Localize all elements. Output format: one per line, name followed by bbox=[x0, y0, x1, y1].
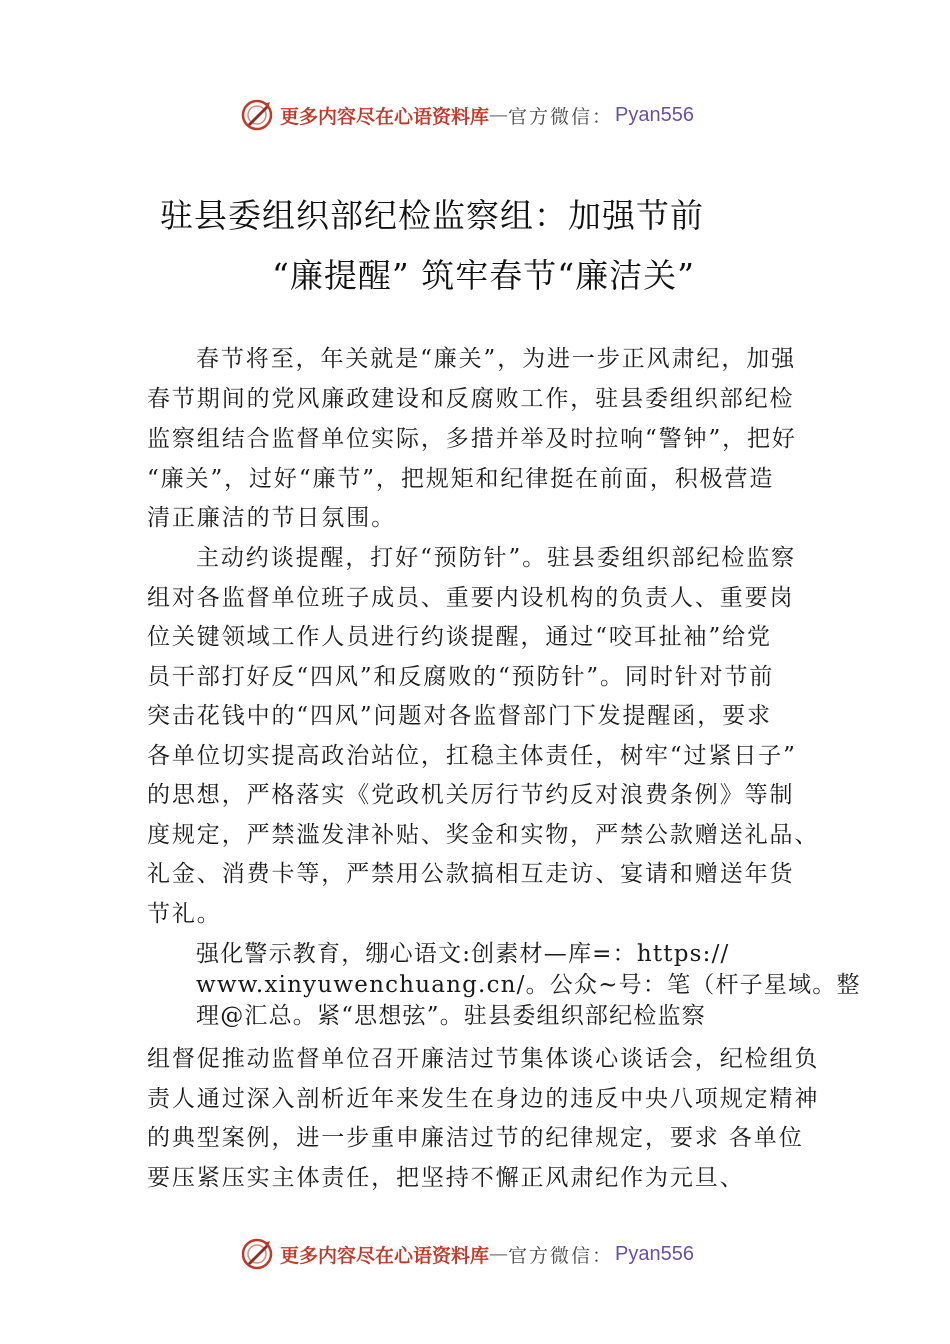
body-line: 突击花钱中的“四风”问题对各监督部门下发提醒函，要求 bbox=[147, 703, 772, 729]
body-line: 各单位切实提高政治站位，扛稳主体责任，树牢“过紧日子” bbox=[147, 743, 797, 769]
banner-separator: — bbox=[489, 1243, 509, 1265]
body-line: 要压紧压实主体责任，把坚持不懈正风肃纪作为元旦、 bbox=[147, 1165, 745, 1191]
body-line: 春节将至，年关就是“廉关”，为进一步正风肃纪，加强 bbox=[196, 346, 797, 372]
body-line: 主动约谈提醒，打好“预防针”。驻县委组织部纪检监察 bbox=[196, 545, 797, 571]
body-line: 节礼。 bbox=[147, 901, 222, 927]
body-line: 礼金、消费卡等，严禁用公款搞相互走访、宴请和赠送年货 bbox=[147, 861, 795, 887]
body-line: www.xinyuwenchuang.cn/。公众~号：笔（杆子星域。整 bbox=[196, 972, 861, 998]
body-line: 员干部打好反“四风”和反腐败的“预防针”。同时针对节前 bbox=[147, 664, 775, 690]
body-line: “廉关”，过好“廉节”，把规矩和纪律挺在前面，积极营造 bbox=[147, 466, 775, 492]
body-line: 位关键领域工作人员进行约谈提醒，通过“咬耳扯袖”给党 bbox=[147, 624, 772, 650]
body-line: 责人通过深入剖析近年来发生在身边的违反中央八项规定精神 bbox=[147, 1086, 820, 1112]
body-line: 监察组结合监督单位实际，多措并举及时拉响“警钟”，把好 bbox=[147, 426, 797, 452]
banner-wechat-label: 官方微信： bbox=[508, 105, 614, 128]
body-line: 的典型案例，进一步重申廉洁过节的纪律规定，要求 各单位 bbox=[147, 1125, 804, 1151]
body-line: 的思想，严格落实《党政机关厉行节约反对浪费条例》等制 bbox=[147, 782, 795, 808]
banner-wechat-id: Pyan556 bbox=[615, 1242, 694, 1265]
body-line: 理@汇总。紧“思想弦”。驻县委组织部纪检监察 bbox=[196, 1003, 706, 1029]
banner-main-text: 更多内容尽在心语资料库 bbox=[280, 105, 490, 128]
banner-main-text: 更多内容尽在心语资料库 bbox=[280, 1244, 490, 1267]
banner-wechat-label: 官方微信： bbox=[508, 1244, 614, 1267]
body-line: 组督促推动监督单位召开廉洁过节集体谈心谈话会，纪检组负 bbox=[147, 1046, 820, 1072]
document-title-line-2: “廉提醒” 筑牢春节“廉洁关” bbox=[272, 256, 695, 295]
footer-banner bbox=[240, 1234, 694, 1274]
body-line: 强化警示教育，绷心语文:创素材—库=：https:// bbox=[196, 941, 730, 967]
pen-seal-logo-icon bbox=[240, 1237, 274, 1271]
pen-seal-logo-icon bbox=[240, 98, 274, 132]
header-banner bbox=[240, 95, 694, 135]
body-line: 组对各监督单位班子成员、重要内设机构的负责人、重要岗 bbox=[147, 585, 795, 611]
body-line: 春节期间的党风廉政建设和反腐败工作，驻县委组织部纪检 bbox=[147, 386, 795, 412]
document-title-line-1: 驻县委组织部纪检监察组：加强节前 bbox=[160, 196, 704, 235]
banner-wechat-id: Pyan556 bbox=[615, 103, 694, 126]
body-line: 清正廉洁的节日氛围。 bbox=[147, 505, 396, 531]
body-line: 度规定，严禁滥发津补贴、奖金和实物，严禁公款赠送礼品、 bbox=[147, 822, 820, 848]
banner-separator: — bbox=[489, 104, 509, 126]
